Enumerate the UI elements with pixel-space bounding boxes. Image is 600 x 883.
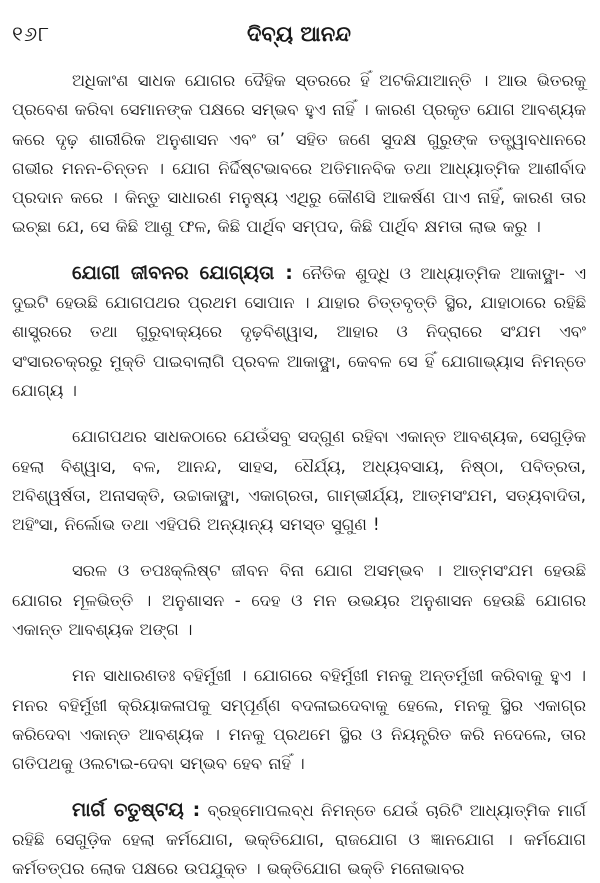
section-heading-four-paths: ମାର୍ଗ ଚତୁଷ୍ଟୟ : <box>72 798 201 821</box>
paragraph-text: ଅଧିକାଂଶ ସାଧକ ଯୋଗର ଦୈହିକ ସ୍ତରରେ ହିଁ ଅଟକିଯାଆନ୍ତି । ଆଉ ଭିତରକୁ ପ୍ରବେଶ କରିବା ସେମାନଙ୍କ ପକ୍ଷରେ ସମ୍ଭବ ହୁଏ ନାହିଁ । କାରଣ ପ୍ରକୃତ ଯୋଗ ଆବଶ୍ୟକ କରେ ଦୃଢ଼ ଶାରୀରିକ ଅନୁଶାସନ ଏବଂ ତା’ ସହିତ ଜଣେ ସୁଦକ୍ଷ ଗୁରୁଙ୍କ ତତ୍ତ୍ୱାବଧାନରେ ଗଭୀର ମନନ-ଚିନ୍ତନ । ଯୋଗ ନିର୍ଦ୍ଦିଷ୍ଟଭାବରେ ଅତିମାନବିକ ତଥା ଆଧ୍ୟାତ୍ମିକ ଆଶୀର୍ବାଦ ପ୍ରଦାନ କରେ । କିନ୍ତୁ ସାଧାରଣ ମନୁଷ୍ୟ ଏଥିରୁ କୌଣସି ଆକର୍ଷଣ ପାଏ ନାହିଁ, କାରଣ ତାର ଇଚ୍ଛା ଯେ, ସେ କିଛି ଆଶୁ ଫଳ, କିଛି ପାର୍ଥିବ ସମ୍ପଦ, କିଛି ପାର୍ଥିବ କ୍ଷମତା ଲାଭ କରୁ । <box>12 71 586 237</box>
paragraph-6 <box>12 796 586 883</box>
paragraph-1 <box>12 66 586 242</box>
paragraph-text: ବ୍ରହ୍ମୋପଲବ୍ଧ ନିମନ୍ତେ ଯେଉଁ ଚାରିଟି ଆଧ୍ୟାତ୍ମିକ ମାର୍ଗ ରହିଛି ସେଗୁଡ଼ିକ ହେଲା କର୍ମଯୋଗ, ଭକ୍ତିଯୋଗ, ରାଜଯୋଗ ଓ ଜ୍ଞାନଯୋଗ । କର୍ମଯୋଗ କର୍ମତତ୍ପର ଲୋକ ପକ୍ଷରେ ଉପଯୁକ୍ତ । ଭକ୍ତିଯୋଗ ଭକ୍ତି ମନୋଭାବର <box>12 800 587 879</box>
page-number: ୧୬୮ <box>12 22 51 46</box>
section-heading-yogi-qualification: ଯୋଗୀ ଜୀବନର ଯୋଗ୍ୟତା : <box>72 261 293 284</box>
paragraph-text: ମନ ସାଧାରଣତଃ ବହିର୍ମୁଖୀ । ଯୋଗରେ ବହିର୍ମୁଖୀ ମନକୁ ଅନ୍ତର୍ମୁଖୀ କରିବାକୁ ହୁଏ । ମନର ବହିର୍ମୁଖୀ କ୍ରିୟାକଳାପକୁ ସମ୍ପୂର୍ଣ୍ଣ ବଦଳାଇଦେବାକୁ ହେଲେ, ମନକୁ ସ୍ଥିର ଏକାଗ୍ର କରିଦେବା ଏକାନ୍ତ ଆବଶ୍ୟକ । ମନକୁ ପ୍ରଥମେ ସ୍ଥିର ଓ ନିୟନ୍ତ୍ରିତ କରି ନଦେଲେ, ତାର ଗତିପଥକୁ ଓଲଟାଇ-ଦେବା ସମ୍ଭବ ହେବ ନାହିଁ । <box>12 666 586 774</box>
paragraph-4 <box>12 556 586 644</box>
paragraph-3 <box>12 422 586 539</box>
paragraph-5 <box>12 661 586 778</box>
paragraph-2 <box>12 259 586 405</box>
paragraph-text: ନୈତିକ ଶୁଦ୍ଧି ଓ ଆଧ୍ୟାତ୍ମିକ ଆକାଙ୍କ୍ଷା- ଏ ଦୁଇଟି ହେଉଛି ଯୋଗପଥର ପ୍ରଥମ ସୋପାନ । ଯାହାର ଚିତ୍ତବୃତ୍ତି ସ୍ଥିର, ଯାହାଠାରେ ରହିଛି ଶାସ୍ତ୍ରରେ ତଥା ଗୁରୁବାକ୍ୟରେ ଦୃଢ଼ବିଶ୍ୱାସ, ଆହାର ଓ ନିଦ୍ରାରେ ସଂଯମ ଏବଂ ସଂସାରଚକ୍ରରୁ ମୁକ୍ତି ପାଇବାଲାଗି ପ୍ରବଳ ଆକାଙ୍କ୍ଷା, କେବଳ ସେ ହିଁ ଯୋଗାଭ୍ୟାସ ନିମନ୍ତେ ଯୋଗ୍ୟ । <box>12 263 586 400</box>
paragraph-text: ସରଳ ଓ ତପଃକ୍ଲିଷ୍ଟ ଜୀବନ ବିନା ଯୋଗ ଅସମ୍ଭବ । ଆତ୍ମସଂଯମ ହେଉଛି ଯୋଗର ମୂଳଭିତ୍ତି । ଅନୁଶାସନ - ଦେହ ଓ ମନ ଉଭୟର ଅନୁଶାସନ ହେଉଛି ଯୋଗର ଏକାନ୍ତ ଆବଶ୍ୟକ ଅଙ୍ଗ । <box>12 561 586 640</box>
running-title: ଦିବ୍ୟ ଆନନ୍ଦ <box>246 22 352 46</box>
paragraph-text: ଯୋଗପଥର ସାଧକଠାରେ ଯେଉଁସବୁ ସଦ୍‌ଗୁଣ ରହିବା ଏକାନ୍ତ ଆବଶ୍ୟକ, ସେଗୁଡ଼ିକ ହେଲା ବିଶ୍ୱାସ, ବଳ, ଆନନ୍ଦ, ସାହସ, ଧୈର୍ଯ୍ୟ, ଅଧ୍ୟବସାୟ, ନିଷ୍ଠା, ପବିତ୍ରତା, ଅବିଶ୍ୱର୍ଷତା, ଅନାସକ୍ତି, ଉଚ୍ଚାକାଙ୍କ୍ଷା, ଏକାଗ୍ରତା, ଗାମ୍ଭୀର୍ଯ୍ୟ, ଆତ୍ମସଂଯମ, ସତ୍ୟବାଦିତା, ଅହିଂସା, ନିର୍ଲୋଭ ତଥା ଏହିପରି ଅନ୍ୟାନ୍ୟ ସମସ୍ତ ସୁଗୁଣ ! <box>12 427 586 535</box>
running-header <box>12 22 586 56</box>
